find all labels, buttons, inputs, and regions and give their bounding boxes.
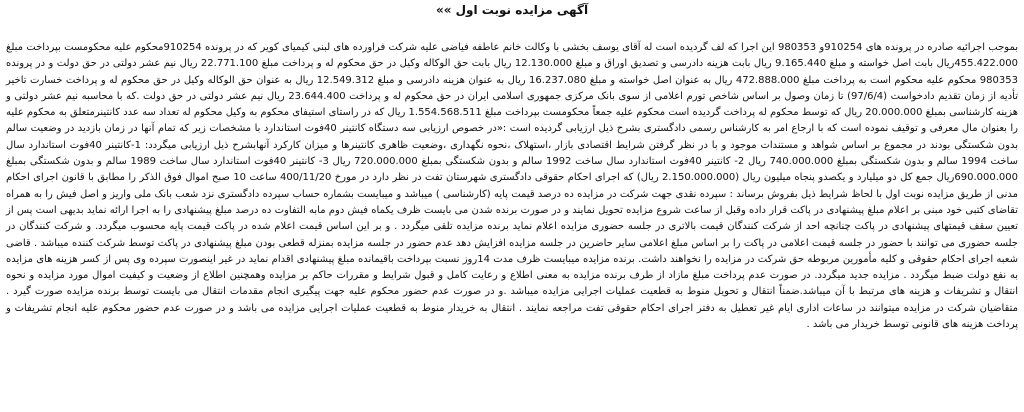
notice-title: آگهی مزایده نوبت اول »»: [435, 3, 589, 17]
notice-body-text: بموجب اجرائیه صادره در پرونده های 910254و 980353 این اجرا که لف گردیده است له آقای یوسف بخشی با وکالت خانم عاطفه فیاضی علیه شرکت فراورده های لبنی کیمیای کویر که در پرونده 910254محکوم علیه محکومست بپرداخت مبلغ 455.422.000ریال بابت اصل خواسته و مبلغ 9.165.440 ریال بابت هزینه دادرسی و تصدیق اوراق و مبلغ 12.130.000 ریال بابت حق الوکاله وکیل در حق محکوم له و پرداخت مبلغ 22.771.100 ریال نیم عشر دولتی در حق دولت و در پرونده 980353 محکوم علیه محکوم است به پرداخت مبلغ 472.888.000 ریال به عنوان اصل خواسته و مبلغ 16.237.080 ریال به عنوان هزینه دادرسی و مبلغ 12.549.312 ریال به عنوان حق الوکاله وکیل در حق محکوم له و پرداخت خسارت تاخیر تأدیه از زمان تقدیم دادخواست (97/6/4) تا زمان وصول بر اساس شاخص تورم اعلامی از سوی بانک مرکزی جمهوری اسلامی ایران در حق محکوم له و پرداخت 23.644.400 ریال نیم عشر دولتی در حق دولت .که با محاسبه نیم عشر دولتی و هزینه کارشناسی بمبلغ 20.000.000 ریال که توسط محکوم له پرداخت گردیده است محکوم علیه جمعاً محکومست بپرداخت مبلغ 1.554.568.511 ریال که در راستای استیفای محکوم به وکیل محکوم له تعداد سه عدد کانتینرمتعلق به محکوم علیه را بعنوان مال معرفی و توقیف نموده است که با ارجاع امر به کارشناس رسمی دادگستری بشرح ذیل ارزیابی گردیده است :«در خصوص ارزیابی سه دستگاه کانتینر 40فوت استاندارد با مشخصات زیر که تمام آنها در زمان بازدید در وضعیت سالم بدون شکستگی بودند در مجموع بر اساس شواهد و مستندات موجود و با در نظر گرفتن شرایط اقتصادی بازار ،استهلاک ،نحوه نگهداری ،وضعیت ظاهری کانتینرها و میزان کارکرد آنهابشرح ذیل ارزیابی میگردد: 1-کانتینر 40فوت استاندارد سال ساخت 1994 سالم و بدون شکستگی بمبلغ 740.000.000 ریال 2- کانتینر 40فوت استاندارد سال ساخت 1992 سالم و بدون شکستگی بمبلغ 720.000.000 ریال 3- کانتینر 40فوت استاندارد سال ساخت 1989 سالم و بدون شکستگی بمبلغ 690.000.000ریال جمع کل دو میلیارد و یکصدو پنجاه میلیون ریال (2.150.000.000 ریال) که اجرای احکام حقوقی دادگستری شهرستان تفت در نظر دارد در مورخ 400/11/20 ساعت 10 صبح اموال فوق الذکر را مطابق با قانون اجرای احکام مدنی از طریق مزایده نوبت اول با لحاظ شرایط ذیل بفروش برساند : سپرده نقدی جهت شرکت در مزایده ده درصد قیمت پایه (کارشناسی ) میباشد و میبایست بشماره حساب سپرده دادگستری نزد شعب بانک ملی واریز و اصل فیش را به همراه تقاضای کتبی خود مبنی بر اعلام مبلغ پیشنهادی در پاکت قرار داده وقبل از ساعت شروع مزایده تحویل نمایند و در صورت برنده شدن می بایست ظرف یکماه فیش دوم مابه التفاوت ده درصد مبلغ پیشنهادی را به اجرا ارائه نماید بدیهی است پس از تعیین سقف قیمتهای پیشنهادی در پاکت چنانچه احد از شرکت کنندگان قیمت بالاتری در جلسه حضوری مزایده اعلام نماید برنده مزایده تلقی میگردد . و بر این اساس قیمت اعلام شده در پاکت قیمت پایه محسوب میگردد. و شرکت کنندگان در جلسه حضوری می توانند با حضور در جلسه قیمت اعلامی در پاکت را بر اساس مبلغ اعلامی سایر حاضرین در جلسه مزایده افزایش دهد عدم حضور در جلسه مزایده بمنزله قطعی بودن مبلغ پیشنهادی در پاکت توسط شرکت کننده میباشد . قاضی شعبه اجرای احکام حقوقی و کلیه مأمورین مربوطه حق شرکت در مزایده را نخواهند داشت. برنده مزایده میبایست ظرف مدت 14روز نسبت بپرداخت باقیمانده مبلغ پیشنهادی اقدام نماید در غیر اینصورت سپرده وی پس از کسر هزینه های مزایده به نفع دولت ضبط میگردد . مزایده جدید میگردد. در صورت عدم پرداخت مبلغ مازاد از طرف برنده مزایده به معنی اطلاع و رعایت کامل و قبول شرایط و مقررات حاکم بر مزایده وهمچنین اطلاع از وضعیت و کیفیت اموال مورد مزایده و نحوه انتقال و تشریفات و هزینه های مرتبط با آن میباشد.ضمناً انتقال و تحویل منوط به قطعیت عملیات اجرایی مزایده میباشد .و در صورت عدم حضور محکوم علیه جهت پیگیری انجام مقدمات انتقال می بایست توسط برنده مزایده صورت گیرد . متقاضیان شرکت در مزایده میتوانند در ساعات اداری ایام غیر تعطیل به دفتر اجرای احکام حقوقی تفت مراجعه نمایند . انتقال به خریدار منوط به قطعیت عملیات اجرایی مزایده می باشد و در صورت عدم حضور محکوم علیه انجام تشریفات و پرداخت هزینه های قانونی توسط خریدار می باشد .: [6, 42, 1019, 331]
auction-notice: [4, 2, 1020, 408]
